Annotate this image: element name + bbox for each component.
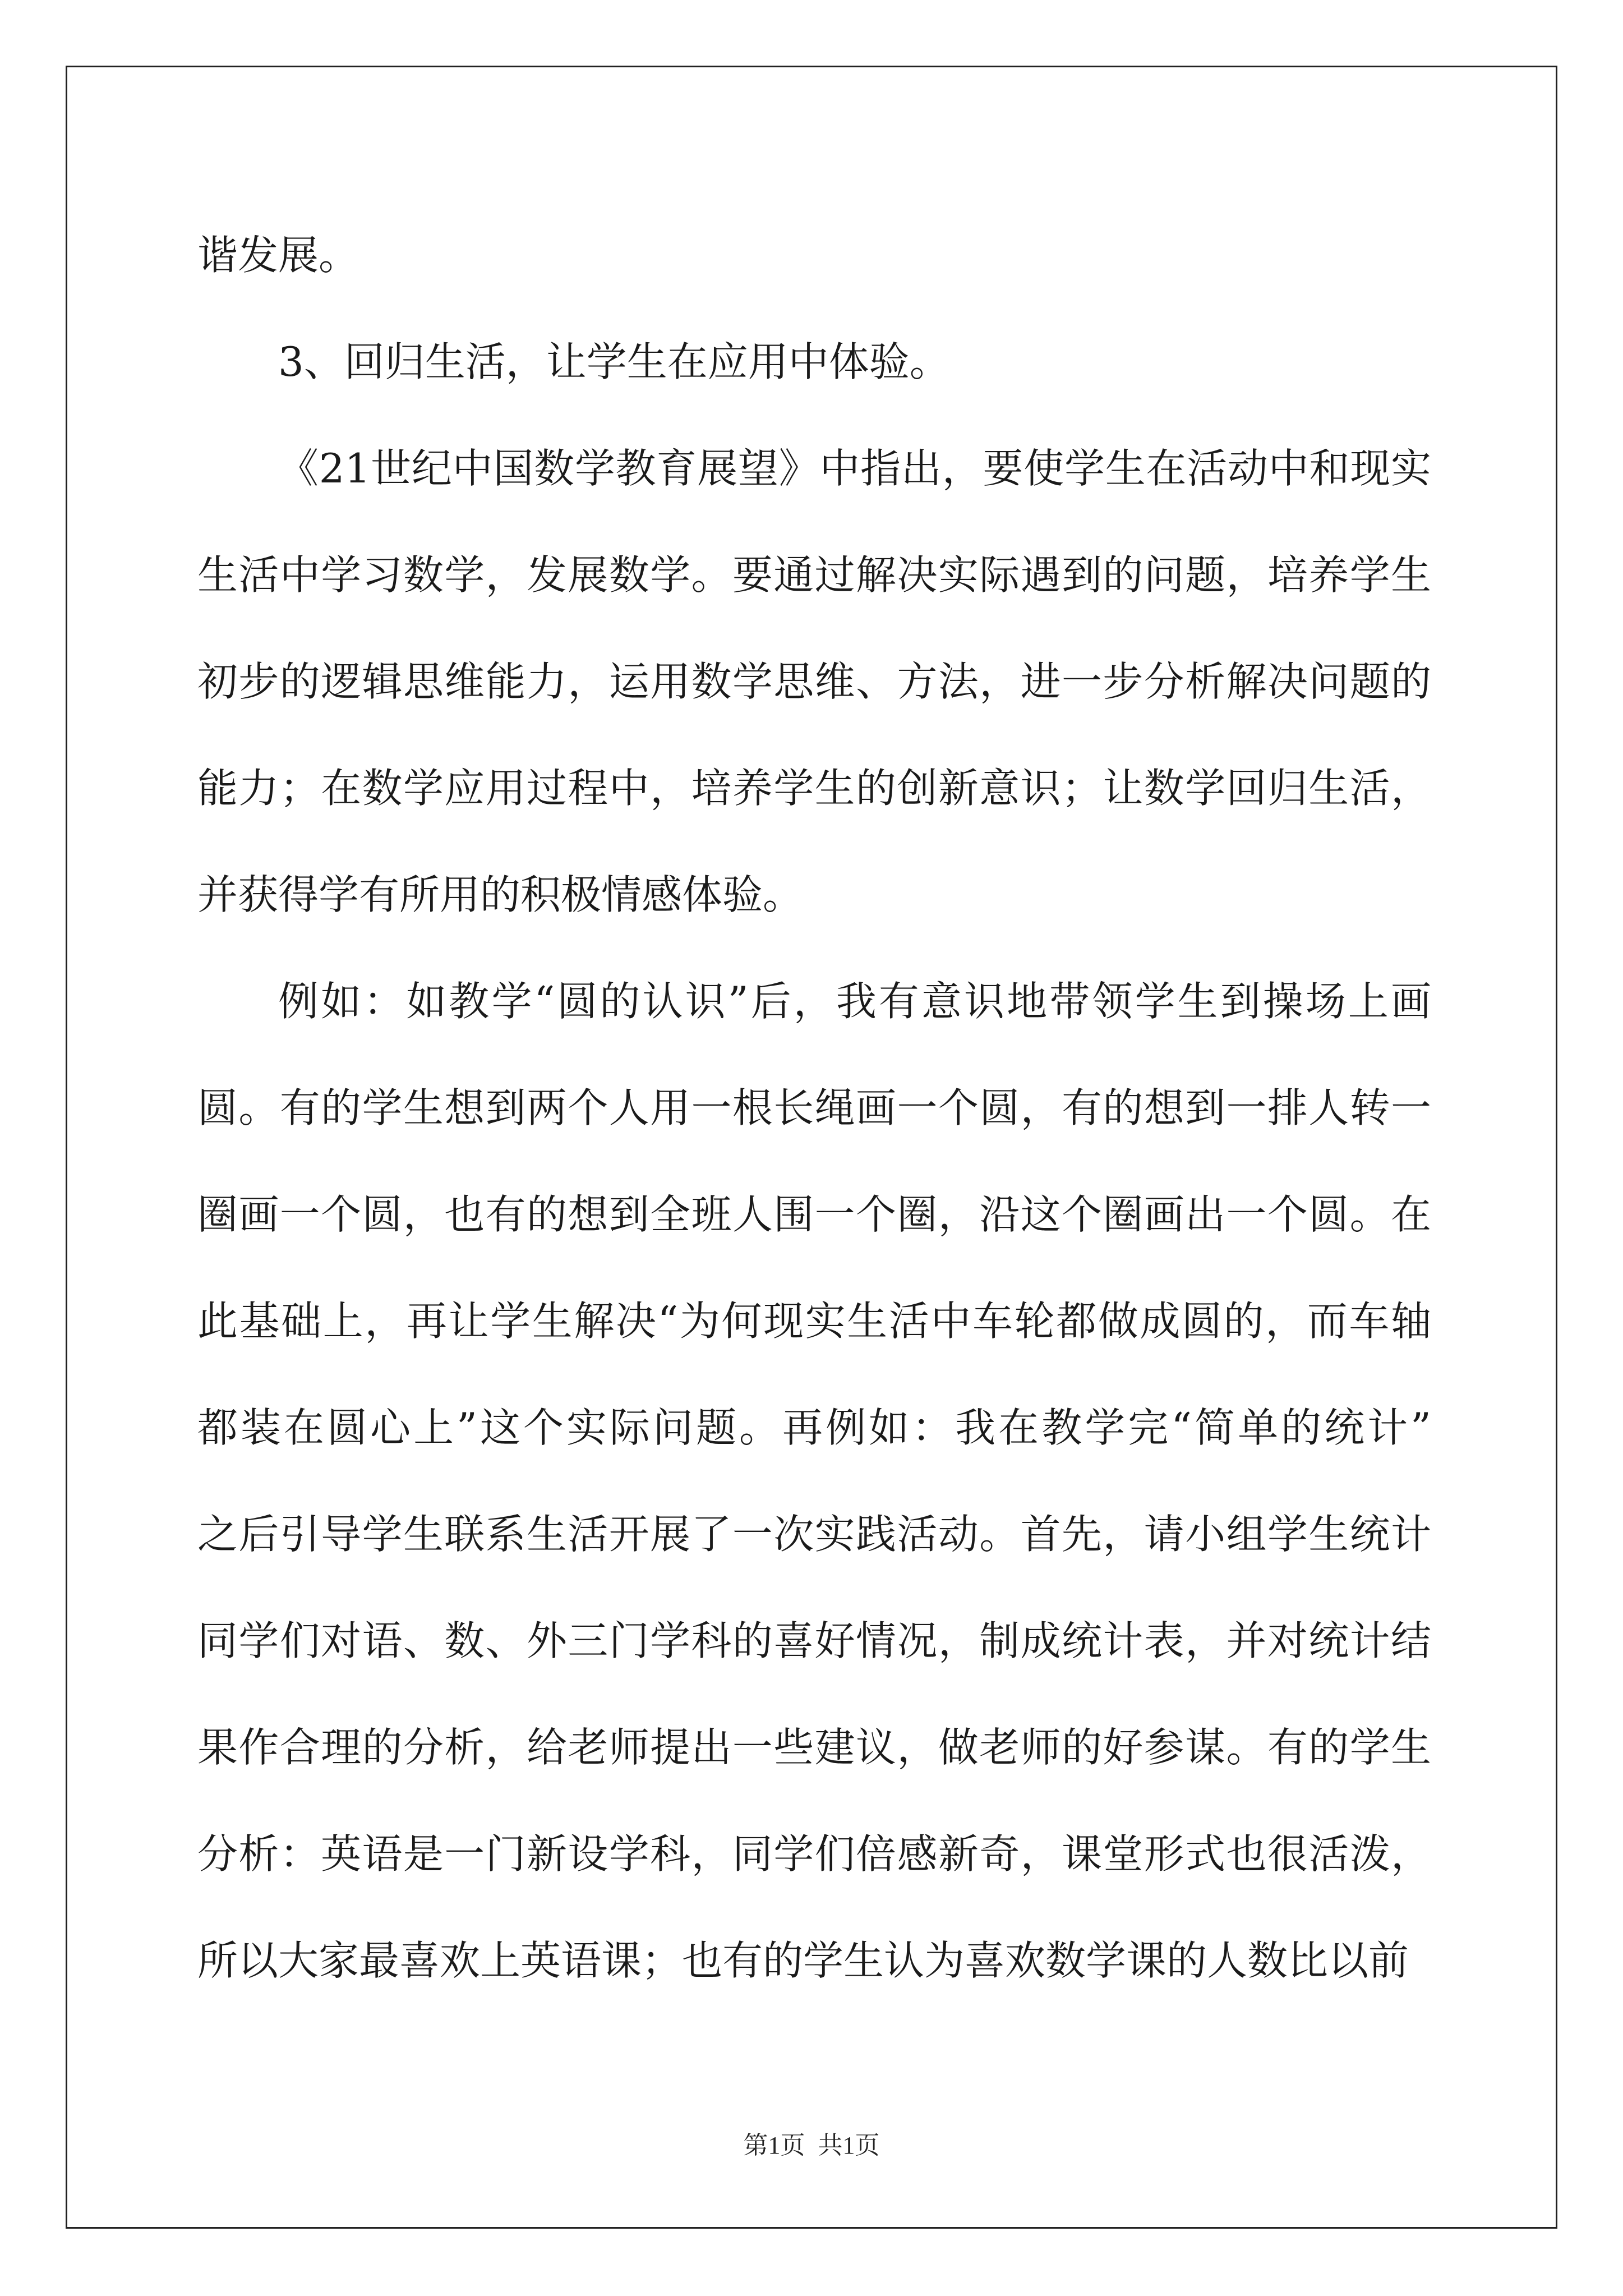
page-footer — [0, 2125, 1623, 2161]
document-body — [197, 202, 1431, 2014]
text-line: 都装在圆心上”这个实际问题。再例如：我在教学完“简单的统计” — [197, 1404, 1431, 1451]
text-line: 并获得学有所用的积极情感体验。 — [197, 871, 804, 918]
text-line: 之后引导学生联系生活开展了一次实践活动。首先，请小组学生统计 — [197, 1511, 1431, 1558]
page-number-current: 第1页 — [743, 2132, 805, 2159]
text-line: 圆。有的学生想到两个人用一根长绳画一个圆，有的想到一排人转一 — [197, 1084, 1431, 1131]
text-line: 谐发展。 — [197, 232, 359, 279]
text-line: 同学们对语、数、外三门学科的喜好情况，制成统计表，并对统计结 — [197, 1617, 1431, 1664]
paragraph — [197, 309, 1431, 415]
text-line: 能力；在数学应用过程中，培养学生的创新意识；让数学回归生活， — [197, 765, 1431, 812]
paragraph — [197, 415, 1431, 948]
paragraph — [197, 202, 1431, 309]
text-line: 所以大家最喜欢上英语课；也有的学生认为喜欢数学课的人数比以前 — [197, 1937, 1409, 1984]
text-line: 生活中学习数学，发展数学。要通过解决实际遇到的问题，培养学生 — [197, 551, 1431, 599]
text-line: 分析：英语是一门新设学科，同学们倍感新奇，课堂形式也很活泼， — [197, 1830, 1431, 1878]
text-line: 初步的逻辑思维能力，运用数学思维、方法，进一步分析解决问题的 — [197, 658, 1431, 705]
paragraph — [197, 948, 1431, 2014]
text-line: 《21世纪中国数学教育展望》中指出，要使学生在活动中和现实 — [278, 445, 1431, 492]
text-line: 圈画一个圆，也有的想到全班人围一个圈，沿这个圈画出一个圆。在 — [197, 1191, 1431, 1238]
text-line: 此基础上，再让学生解决“为何现实生活中车轮都做成圆的，而车轴 — [197, 1297, 1431, 1345]
text-line: 果作合理的分析，给老师提出一些建议，做老师的好参谋。有的学生 — [197, 1724, 1431, 1771]
page-number-total: 共1页 — [818, 2132, 880, 2159]
text-line: 例如：如教学“圆的认识”后，我有意识地带领学生到操场上画 — [278, 978, 1431, 1025]
text-line: 3、回归生活，让学生在应用中体验。 — [278, 338, 950, 385]
